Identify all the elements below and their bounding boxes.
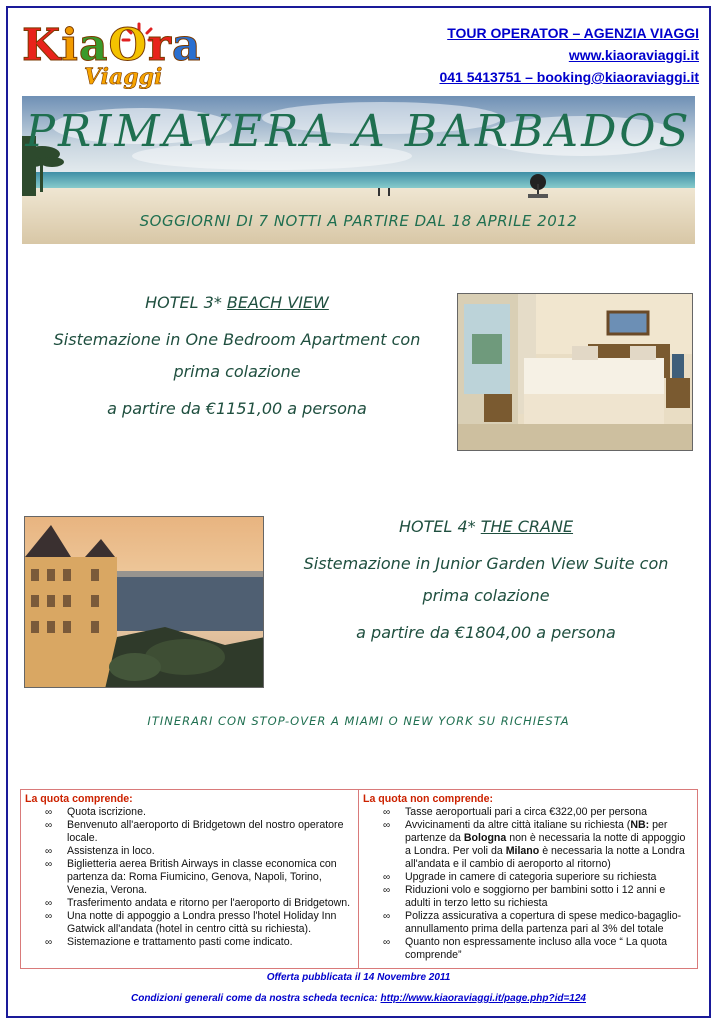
excludes-item-text: Tasse aeroportuali pari a circa €322,00 per persona [405,806,648,818]
excludes-list [363,806,693,962]
list-item [25,806,354,819]
kiaora-logo[interactable] [22,20,202,94]
list-item [363,806,693,819]
excludes-heading: La quota non comprende: [363,793,494,805]
hotel-price: a partire da €1804,00 a persona [356,623,616,642]
infinity-bullet-icon: ∞ [383,885,391,896]
hotel-name-link[interactable]: THE CRANE [480,517,574,536]
nb-label: NB: [630,819,650,831]
excludes-item-text: non è necessaria la notte di appoggio a Londra. Per voli da [405,832,686,857]
excludes-item-text: Upgrade in camere di categoria superiore su richiesta [405,871,657,883]
hotel-beach-view-info [22,292,452,424]
contact-block [439,22,699,88]
infinity-bullet-icon: ∞ [45,937,53,948]
hotel-beach-view-photo [457,293,693,451]
includes-item-text: Benvenuto all'aeroporto di Bridgetown del nostro operatore locale. [67,819,344,844]
infinity-bullet-icon: ∞ [383,937,391,948]
infinity-bullet-icon: ∞ [383,872,391,883]
infinity-bullet-icon: ∞ [45,911,53,922]
list-item [363,910,693,936]
includes-heading: La quota comprende: [25,793,133,805]
includes-item-text: Assistenza in loco. [67,845,155,857]
hotel-title [268,516,704,538]
hotel-name-link[interactable]: BEACH VIEW [226,293,329,312]
list-item [363,936,693,962]
hotel-desc-line: Sistemazione in One Bedroom Apartment con [53,330,421,349]
list-item [363,884,693,910]
excludes-item-text: Polizza assicurativa a copertura di spese medico-bagaglio-annullamento prima della partenza pari al 3% del totale [405,910,682,935]
infinity-bullet-icon: ∞ [383,820,391,831]
infinity-bullet-icon: ∞ [45,807,53,818]
crane-hotel-image [25,517,264,688]
excludes-item-text: è necessaria la notte a Londra all'andata e il cambio di aeroporto al ritorno) [405,845,685,870]
banner-beach-photo [22,96,695,244]
infinity-bullet-icon: ∞ [383,807,391,818]
hotel-stars: HOTEL 3* [145,293,227,312]
infinity-bullet-icon: ∞ [45,898,53,909]
hotel-desc-line: prima colazione [173,362,301,381]
bedroom-image [458,294,693,451]
infinity-bullet-icon: ∞ [45,820,53,831]
list-item [25,936,354,949]
hotel-description [22,324,452,388]
quota-includes-column [21,790,359,968]
excludes-item-text: Avvicinamenti da altre città italiane su richiesta ( [405,819,631,831]
city-milano: Milano [505,845,540,857]
list-item [363,819,693,871]
includes-list [25,806,354,949]
infinity-bullet-icon: ∞ [45,859,53,870]
list-item [25,858,354,897]
includes-item-text: Biglietteria aerea British Airways in classe economica con partenza da: Roma Fiumicino, Genova, Napoli, Torino, Venezia, Verona. [67,858,337,896]
list-item [363,871,693,884]
conditions-text: Condizioni generali come da nostra scheda tecnica: [130,993,381,1004]
excludes-item-text: per partenze da [405,819,668,844]
logo-wordmark: KiaOra [22,20,202,71]
includes-item-text: Una notte di appoggio a Londra presso l'hotel Holiday Inn Gatwick all'andata (hotel in centro città su richiesta). [67,910,337,935]
quota-table [20,789,698,969]
quota-excludes-column [359,790,697,968]
list-item [25,845,354,858]
infinity-bullet-icon: ∞ [45,846,53,857]
hotel-description [268,548,704,612]
conditions-line [0,993,717,1004]
website-link[interactable]: www.kiaoraviaggi.it [568,47,699,63]
excludes-item-text: Riduzioni volo e soggiorno per bambini sotto i 12 anni e adulti in terzo letto su richiesta [405,884,666,909]
hotel-title [22,292,452,314]
banner-subtitle: SOGGIORNI DI 7 NOTTI A PARTIRE DAL 18 APRILE 2012 [139,212,578,230]
itinerari-note: ITINERARI CON STOP-OVER A MIAMI O NEW YORK SU RICHIESTA [147,714,570,728]
hotel-stars: HOTEL 4* [398,517,481,536]
hotel-desc-line: Sistemazione in Junior Garden View Suite con [303,554,669,573]
hotel-desc-line: prima colazione [422,586,550,605]
banner-title: PRIMAVERA A BARBADOS [25,106,692,157]
phone-email-link[interactable]: 041 5413751 – booking@kiaoraviaggi.it [439,69,699,85]
list-item [25,897,354,910]
contact-tour-operator: TOUR OPERATOR – AGENZIA VIAGGI [447,25,699,41]
list-item [25,819,354,845]
list-item [25,910,354,936]
hotel-price: a partire da €1151,00 a persona [107,399,367,418]
excludes-item-text: Quanto non espressamente incluso alla voce “ La quota comprende” [405,936,668,961]
hotel-the-crane-photo [24,516,264,688]
includes-item-text: Trasferimento andata e ritorno per l'aeroporto di Bridgetown. [67,897,351,909]
logo-subtitle: Viaggi [84,64,163,90]
conditions-link[interactable]: http://www.kiaoraviaggi.it/page.php?id=124 [380,993,586,1004]
includes-item-text: Quota iscrizione. [67,806,146,818]
includes-item-text: Sistemazione e trattamento pasti come indicato. [67,936,293,948]
published-date: Offerta pubblicata il 14 Novembre 2011 [266,972,451,983]
hotel-the-crane-info [268,516,704,648]
city-bologna: Bologna [463,832,507,844]
infinity-bullet-icon: ∞ [383,911,391,922]
